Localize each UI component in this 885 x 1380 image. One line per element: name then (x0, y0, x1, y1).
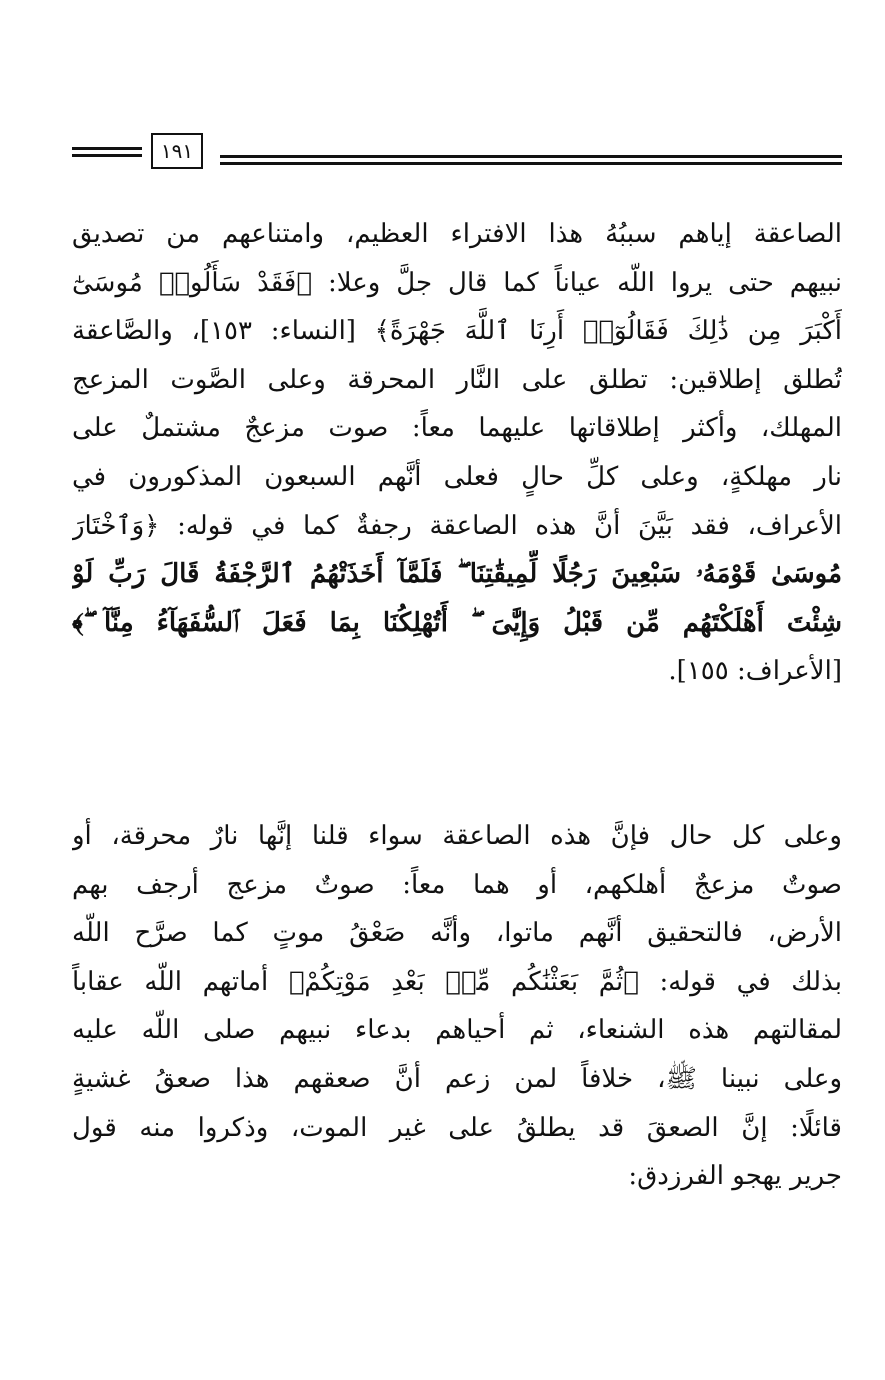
text-line: بذلك في قوله: ﴿ثُمَّ بَعَثْنَٰكُم مِّنۢ بَعْدِ مَوْتِكُمْ﴾ أماتهم اللّه عقاباً (72, 966, 842, 997)
text-line: الأعراف، فقد بَيَّنَ أنَّ هذه الصاعقة رجفةٌ كما في قوله: ﴿وَٱخْتَارَ (72, 510, 842, 541)
header-rule-long-bottom (220, 162, 842, 165)
text-line: صوتٌ مزعجٌ أهلكهم، أو هما معاً: صوتٌ مزعج أرجف بهم (72, 869, 842, 900)
header-rule-short-bottom (72, 154, 142, 157)
text-line: نار مهلكةٍ، وعلى كلِّ حالٍ فعلى أنَّهم السبعون المذكورون في (72, 461, 842, 492)
text-line: لمقالتهم هذه الشنعاء، ثم أحياهم بدعاء نبيهم صلى اللّه عليه (72, 1015, 842, 1046)
quran-verse-line: شِئْتَ أَهْلَكْتَهُم مِّن قَبْلُ وَإِيَّٰىَ ۖ أَتُهْلِكُنَا بِمَا فَعَلَ ٱلسُّفَهَآءُ مِنَّآ ۖ﴾ (72, 607, 842, 638)
header-rule-long-top (220, 155, 842, 158)
page-number: ١٩١ (151, 133, 203, 169)
citation-line: [الأعراف: ١٥٥]. (668, 656, 842, 687)
paragraph-2 (72, 812, 842, 1201)
text-line: وعلى نبينا ﷺ، خلافاً لمن زعم أنَّ صعقهم هذا صعقُ غشيةٍ (72, 1063, 842, 1094)
page-header (72, 133, 842, 175)
text-line: أَكْبَرَ مِن ذَٰلِكَ فَقَالُوٓا۟ أَرِنَا ٱللَّهَ جَهْرَةً﴾ [النساء: ١٥٣]، والصَّاعقة (72, 316, 842, 347)
text-line: نبيهم حتى يروا اللّه عياناً كما قال جلَّ وعلا: ﴿فَقَدْ سَأَلُوا۟ مُوسَىٰٓ (72, 267, 842, 298)
text-line: قائلًا: إنَّ الصعقَ قد يطلقُ على غير الموت، وذكروا منه قول (72, 1112, 842, 1143)
quran-verse-line: مُوسَىٰ قَوْمَهُۥ سَبْعِينَ رَجُلًا لِّمِيقَٰتِنَا ۖ فَلَمَّآ أَخَذَتْهُمُ ٱلرَّجْفَةُ قَالَ رَبِّ لَوْ (72, 559, 842, 590)
text-line: المهلك، وأكثر إطلاقاتها عليهما معاً: صوت مزعجٌ مشتملٌ على (72, 413, 842, 444)
text-line: الأرض، فالتحقيق أنَّهم ماتوا، وأنَّه صَعْقُ موتٍ كما صرَّح اللّه (72, 918, 842, 949)
text-line: وعلى كل حال فإنَّ هذه الصاعقة سواء قلنا إنَّها نارٌ محرقة، أو (72, 821, 842, 851)
header-rule-short-top (72, 147, 142, 150)
text-line: الصاعقة إياهم سببُهُ هذا الافتراء العظيم، وامتناعهم من تصديق (72, 219, 842, 249)
text-line: جرير يهجو الفرزدق: (628, 1161, 842, 1192)
text-line: تُطلق إطلاقين: تطلق على النَّار المحرقة وعلى الصَّوت المزعج (72, 364, 842, 395)
paragraph-1 (72, 210, 842, 696)
